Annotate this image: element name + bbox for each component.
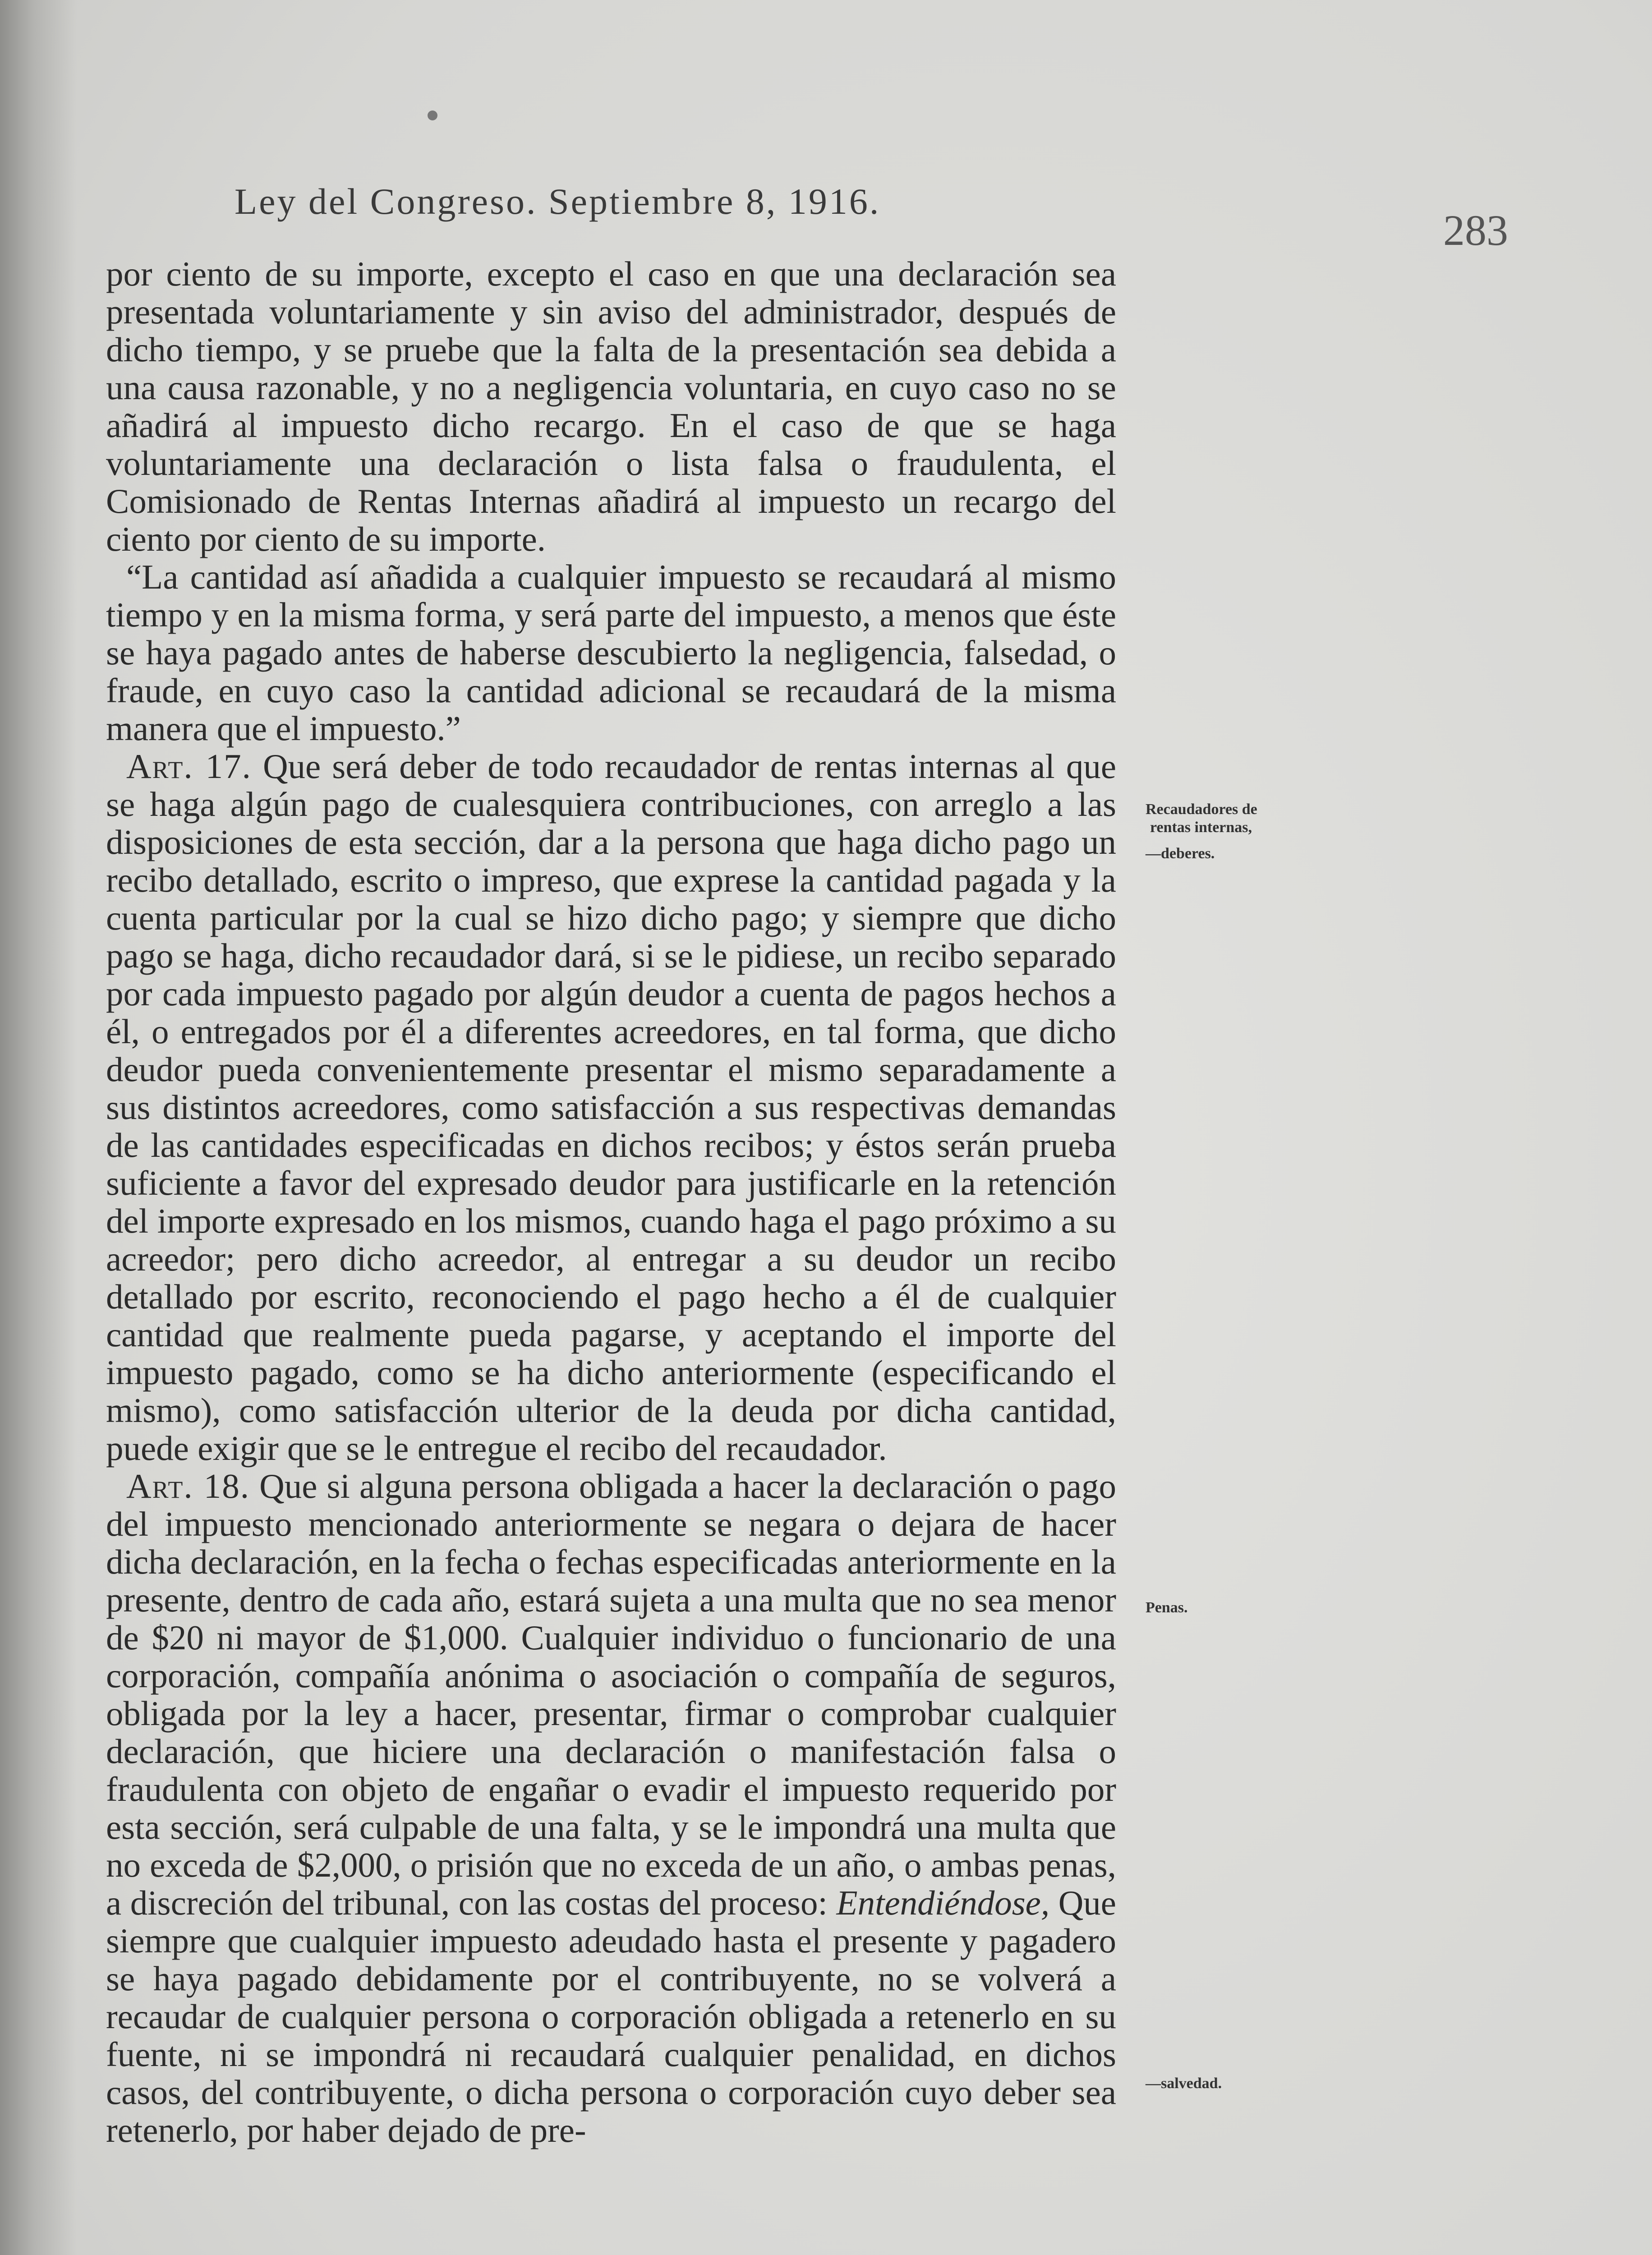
paragraph-continuation: por ciento de su importe, excepto el caso en que una declaración sea presentada voluntariamente y sin aviso del administrador, después de dicho tiempo, y se pruebe que la falta de la presentación sea debida a una causa razonable, y no a negligencia voluntaria, en cuyo caso no se añadirá al impuesto dicho recargo. En el caso de que se haga voluntariamente una declaración o lista falsa o fraudulenta, el Comisionado de Rentas Internas añadirá al impuesto un recargo del ciento por ciento de su importe. bbox=[106, 254, 1116, 558]
margin-note-penas: Penas. bbox=[1146, 1599, 1188, 1616]
article-18-proviso: Entendiéndose, bbox=[836, 1883, 1050, 1922]
margin-note-line: rentas internas, bbox=[1150, 819, 1252, 836]
body-text bbox=[106, 255, 1116, 2149]
page-number: 283 bbox=[1443, 206, 1508, 254]
paragraph-quoted: “La cantidad así añadida a cualquier impuesto se recaudará al mismo tiempo y en la misma forma, y será parte del impuesto, a menos que éste se haya pagado antes de haberse descubierto la negligencia, falsedad, o fraude, en cuyo caso la cantidad adicional se recaudará de la misma manera que el impuesto.” bbox=[106, 557, 1116, 748]
ink-speck bbox=[428, 110, 437, 120]
article-17-text: Que será deber de todo recaudador de rentas internas al que se haga algún pago de cualesquiera contribuciones, con arreglo a las disposiciones de esta sección, dar a la persona que haga dicho pago un recibo detallado, escrito o impreso, que exprese la cantidad pagada y la cuenta particular por la cual se hizo dicho pago; y siempre que dicho pago se haga, dicho recaudador dará, si se le pidiese, un recibo separado por cada impuesto pagado por algún deudor a cuenta de pagos hechos a él, o entregados por él a diferentes acreedores, en tal forma, que dicho deudor pueda convenientemente presentar el mismo separadamente a sus distintos acreedores, como satisfacción a sus respectivas demandas de las cantidades especificadas en dichos recibos; y éstos serán prueba suficiente a favor del expresado deudor para justificarle en la retención del importe expresado en los mismos, cuando haga el pago próximo a su acreedor; pero dicho acreedor, al entregar a su deudor un recibo detallado por escrito, reconociendo el pago hecho a él de cualquier cantidad que realmente pueda pagarse, y aceptando el importe del impuesto pagado, como se ha dicho anteriormente (especificando el mismo), como satisfacción ulterior de la deuda por dicha cantidad, puede exigir que se le entregue el recibo del recaudador. bbox=[106, 747, 1116, 1468]
margin-note-line: —deberes. bbox=[1146, 845, 1215, 862]
article-18-text: Que si alguna persona obligada a hacer la declaración o pago del impuesto mencionado anteriormente se negara o dejara de hacer dicha declaración, en la fecha o fechas especificadas anteriormente en la presente, dentro de cada año, estará sujeta a una multa que no sea menor de $20 ni mayor de $1,000. Cualquier individuo o funcionario de una corporación, compañía anónima o asociación o compañía de seguros, obligada por la ley a hacer, presentar, firmar o comprobar cualquier declaración, que hiciere una declaración o manifestación falsa o fraudulenta con objeto de engañar o evadir el impuesto requerido por esta sección, será culpable de una falta, y se le impondrá una multa que no exceda de $2,000, o prisión que no exceda de un año, o ambas penas, a discreción del tribunal, con las costas del proceso: bbox=[106, 1467, 1117, 1922]
running-header: Ley del Congreso. Septiembre 8, 1916. bbox=[235, 181, 881, 222]
margin-note-recaudadores bbox=[1146, 801, 1335, 863]
article-18 bbox=[106, 1467, 1116, 2149]
article-17-label: Art. 17. bbox=[126, 747, 252, 786]
article-18-label: Art. 18. bbox=[126, 1467, 250, 1505]
article-17 bbox=[106, 747, 1116, 1467]
margin-note-salvedad: —salvedad. bbox=[1146, 2075, 1222, 2092]
binding-gutter-shadow bbox=[0, 0, 77, 2255]
article-18-text-after: Que siempre que cualquier impuesto adeudado hasta el presente y pagadero se haya pagado debidamente por el contribuyente, no se volverá a recaudar de cualquier persona o corporación obligada a retenerlo en su fuente, ni se impondrá ni recaudará cualquier penalidad, en dichos casos, del contribuyente, o dicha persona o corporación cuyo deber sea retenerlo, por haber dejado de pre- bbox=[106, 1883, 1116, 2149]
margin-note-line: Recaudadores de bbox=[1146, 801, 1257, 818]
